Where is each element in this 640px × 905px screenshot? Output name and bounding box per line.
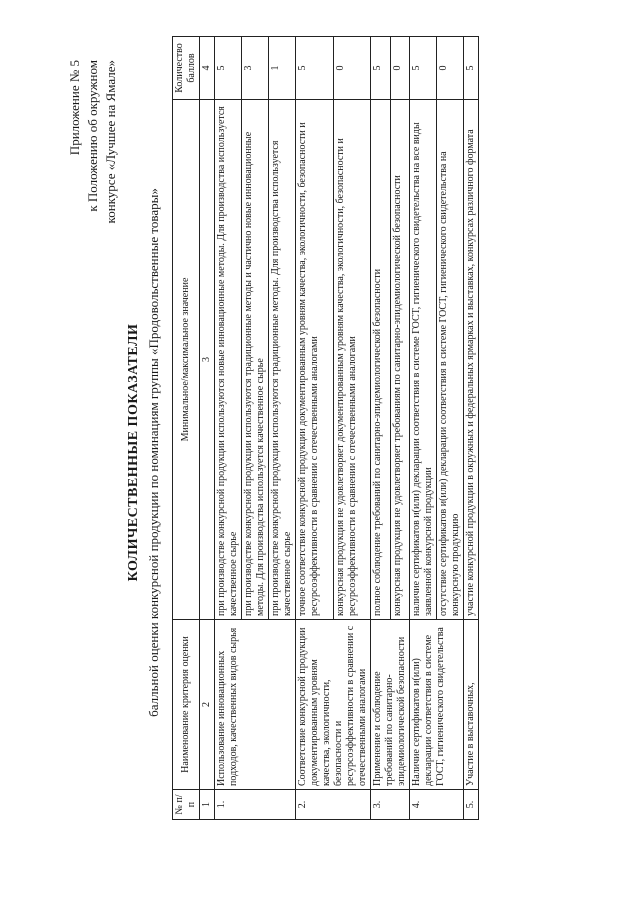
- appendix-line-2: к Положению об окружном: [85, 60, 100, 212]
- points-cell: 5: [464, 37, 479, 100]
- value-cell: при производстве конкурсной продукции используются традиционные методы и частично новые инновационные методы. Для производства используется качественное сырье: [242, 100, 269, 620]
- index-cell: 1: [200, 790, 215, 820]
- table-row: [464, 37, 479, 820]
- table-row: [410, 37, 437, 820]
- document-subtitle: балльной оценки конкурсной продукции по номинациям группы «Продовольственные товары»: [146, 188, 161, 717]
- appendix-note: [66, 60, 120, 360]
- header-criterion: Наименование критерия оценки: [173, 620, 200, 790]
- points-cell: 5: [410, 37, 437, 100]
- header-num: № п/п: [173, 790, 200, 820]
- index-cell: 3: [200, 100, 215, 620]
- document-title: КОЛИЧЕСТВЕННЫЕ ПОКАЗАТЕЛИ: [126, 323, 141, 582]
- points-cell: 0: [437, 37, 464, 100]
- row-number: 2.: [296, 790, 371, 820]
- index-cell: 2: [200, 620, 215, 790]
- points-cell: 0: [333, 37, 371, 100]
- index-cell: 4: [200, 37, 215, 100]
- table-header-row: [173, 37, 200, 820]
- appendix-line-1: Приложение № 5: [67, 60, 82, 156]
- value-cell: точное соответствие конкурсной продукции документированным уровням качества, экологичности, безопасности и ресурсоэффективности в сравнении с отечественными аналогами: [296, 100, 334, 620]
- column-index-row: [200, 37, 215, 820]
- row-number: 1.: [215, 790, 296, 820]
- value-cell: конкурсная продукция не удовлетворяет требованиям по санитарно-эпидемиологической безопасности: [390, 100, 410, 620]
- row-number: 4.: [410, 790, 464, 820]
- criterion-cell: Наличие сертификатов и(или) декларации соответствия в системе ГОСТ, гигиенического свидетельства: [410, 620, 464, 790]
- value-cell: полное соблюдение требований по санитарно-эпидемиологической безопасности: [371, 100, 391, 620]
- criterion-cell: Применение и соблюдение требований по санитарно-эпидемиологической безопасности: [371, 620, 410, 790]
- table-body: [200, 37, 479, 820]
- value-cell: конкурсная продукция не удовлетворяет документированным уровням качества, экологичности, безопасности и ресурсоэффективности в сравнении с отечественными аналогами: [333, 100, 371, 620]
- points-cell: 5: [371, 37, 391, 100]
- points-cell: 0: [390, 37, 410, 100]
- points-cell: 5: [215, 37, 242, 100]
- points-cell: 5: [296, 37, 334, 100]
- header-value: Минимальное/максимальное значение: [173, 100, 200, 620]
- row-number: 5.: [464, 790, 479, 820]
- value-cell: при производстве конкурсной продукции используются новые инновационные методы. Для производства используется качественное сырье: [215, 100, 242, 620]
- criterion-cell: Участие в выставочных,: [464, 620, 479, 790]
- header-points: Количество баллов: [173, 37, 200, 100]
- value-cell: отсутствие сертификатов и(или) декларации соответствия в системе ГОСТ, гигиенического свидетельства на конкурсную продукцию: [437, 100, 464, 620]
- points-cell: 1: [269, 37, 296, 100]
- table-row: [296, 37, 334, 820]
- value-cell: участие конкурсной продукции в окружных и федеральных ярмарках и выставках, конкурсах различного формата: [464, 100, 479, 620]
- appendix-line-3: конкурсе «Лучшее на Ямале»: [103, 60, 118, 224]
- table-row: [215, 37, 242, 820]
- value-cell: при производстве конкурсной продукции используются традиционные методы. Для производства используется качественное сырье: [269, 100, 296, 620]
- row-number: 3.: [371, 790, 410, 820]
- table-row: [371, 37, 391, 820]
- value-cell: наличие сертификатов и(или) декларации соответствия в системе ГОСТ, гигиенического свидетельства на все виды заявленной конкурсной продукции: [410, 100, 437, 620]
- criterion-cell: Соответствие конкурсной продукции документированным уровням качества, экологичности, безопасности и ресурсоэффективности в сравнении с отечественными аналогами: [296, 620, 371, 790]
- points-cell: 3: [242, 37, 269, 100]
- criteria-table: [172, 36, 479, 820]
- criterion-cell: Использование инновационных подходов, качественных видов сырья: [215, 620, 296, 790]
